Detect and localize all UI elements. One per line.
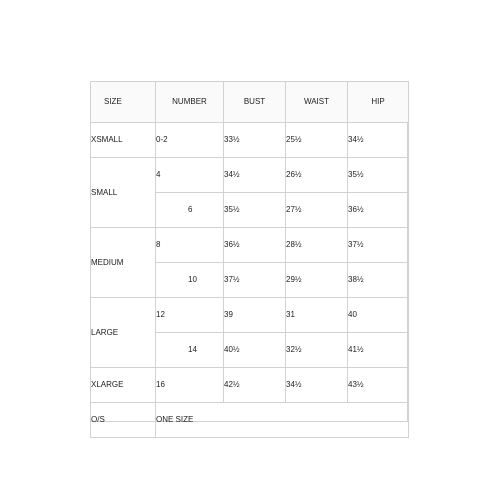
- bust-cell: 34½: [224, 158, 286, 193]
- table-header-row: [91, 82, 409, 123]
- waist-cell: 26½: [286, 158, 348, 193]
- bust-cell: 42½: [224, 368, 286, 403]
- waist-cell: 32½: [286, 333, 348, 368]
- one-size-cell: ONE SIZE: [156, 403, 409, 438]
- number-cell: 10: [156, 263, 224, 298]
- bust-cell: 36½: [224, 228, 286, 263]
- table-row: [91, 123, 409, 158]
- waist-cell: 29½: [286, 263, 348, 298]
- bust-cell: 40½: [224, 333, 286, 368]
- hip-cell: 37½: [348, 228, 409, 263]
- number-cell: 12: [156, 298, 224, 333]
- size-cell: XSMALL: [91, 123, 156, 158]
- hip-cell: 40: [348, 298, 409, 333]
- table-row: [91, 403, 409, 438]
- table-row: [91, 158, 409, 193]
- size-chart-table: [90, 81, 409, 438]
- header-size: SIZE: [91, 82, 156, 123]
- size-cell: SMALL: [91, 158, 156, 228]
- bust-cell: 35½: [224, 193, 286, 228]
- size-cell: LARGE: [91, 298, 156, 368]
- waist-cell: 25½: [286, 123, 348, 158]
- hip-cell: 43½: [348, 368, 409, 403]
- bust-cell: 37½: [224, 263, 286, 298]
- waist-cell: 28½: [286, 228, 348, 263]
- hip-cell: 36½: [348, 193, 409, 228]
- header-bust: BUST: [224, 82, 286, 123]
- number-cell: 0-2: [156, 123, 224, 158]
- number-cell: 16: [156, 368, 224, 403]
- hip-cell: 38½: [348, 263, 409, 298]
- table-row: [91, 368, 409, 403]
- table-row: [91, 298, 409, 333]
- waist-cell: 34½: [286, 368, 348, 403]
- number-cell: 8: [156, 228, 224, 263]
- number-cell: 6: [156, 193, 224, 228]
- size-cell: MEDIUM: [91, 228, 156, 298]
- bust-cell: 39: [224, 298, 286, 333]
- hip-cell: 34½: [348, 123, 409, 158]
- waist-cell: 27½: [286, 193, 348, 228]
- header-number: NUMBER: [156, 82, 224, 123]
- hip-cell: 35½: [348, 158, 409, 193]
- number-cell: 14: [156, 333, 224, 368]
- header-waist: WAIST: [286, 82, 348, 123]
- table-row: [91, 228, 409, 263]
- waist-cell: 31: [286, 298, 348, 333]
- size-cell: XLARGE: [91, 368, 156, 403]
- size-cell: O/S: [91, 403, 156, 438]
- number-cell: 4: [156, 158, 224, 193]
- bust-cell: 33½: [224, 123, 286, 158]
- hip-cell: 41½: [348, 333, 409, 368]
- header-hip: HIP: [348, 82, 409, 123]
